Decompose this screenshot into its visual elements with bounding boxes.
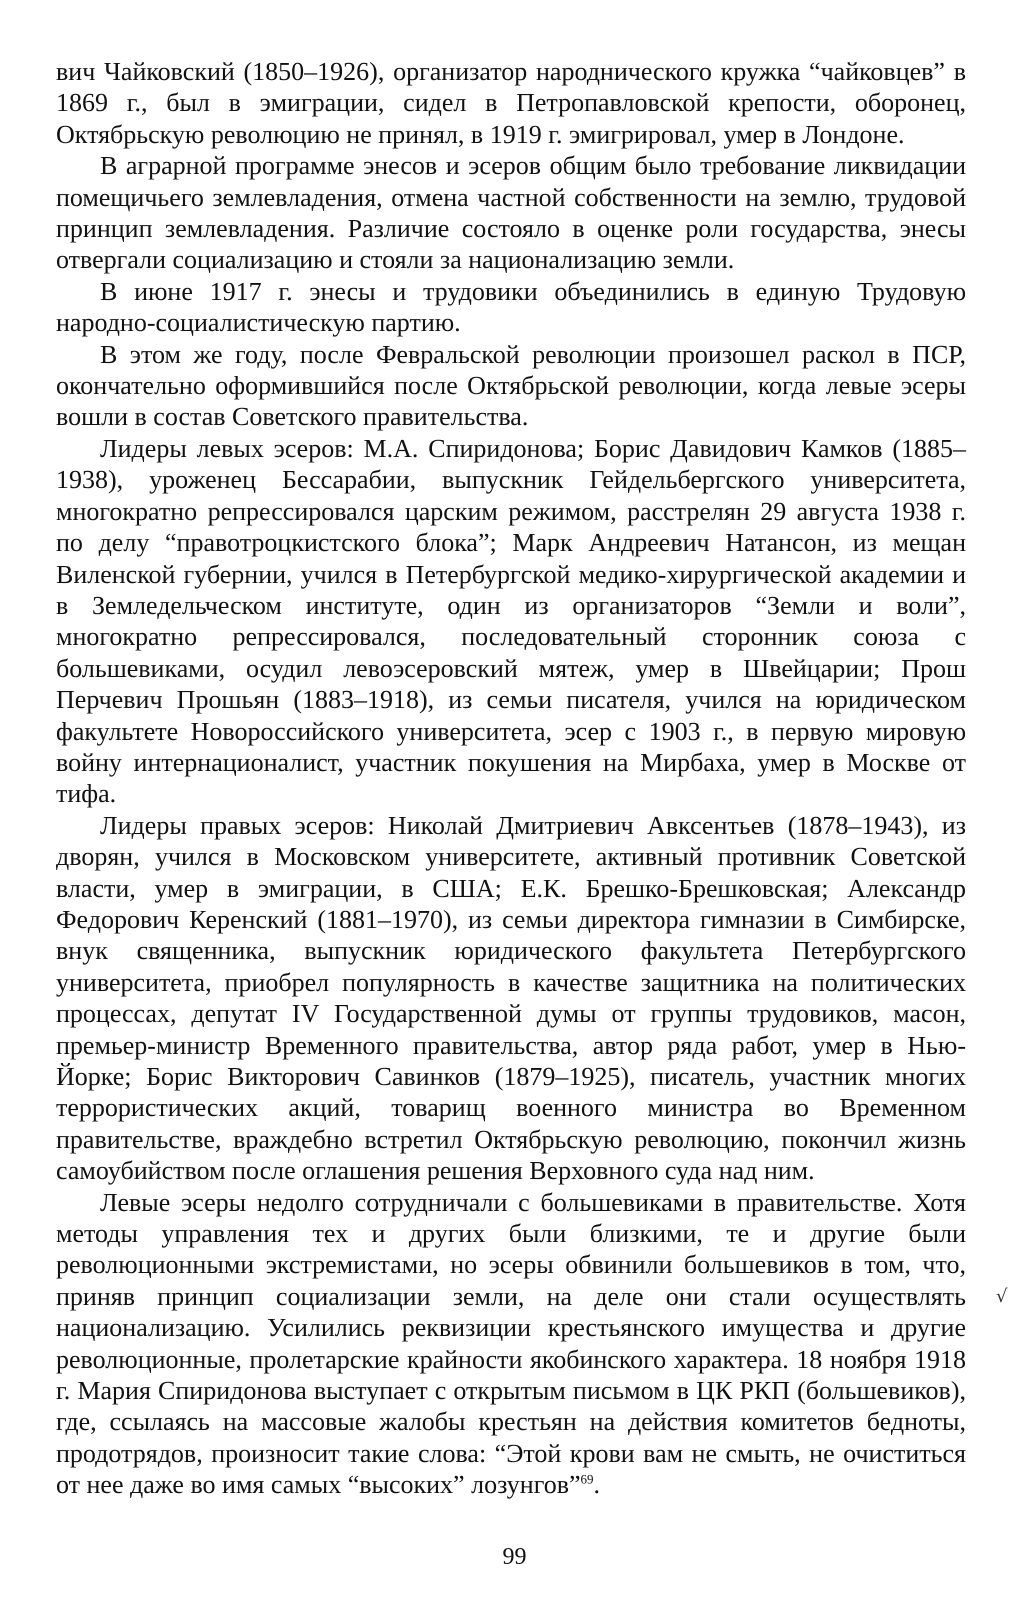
paragraph-7 <box>56 1187 966 1501</box>
page-number: 99 <box>502 1544 527 1570</box>
paragraph-5: Лидеры левых эсеров: М.А. Спиридонова; Борис Давидович Камков (1885–1938), уроженец Бессарабии, выпускник Гейдельбергского университета, многократно репрессировался царским режимом, расстрелян 29 августа 1938 г. по делу “правотроцкистского блока”; Марк Андреевич Натансон, из мещан Виленской губернии, учился в Петербургской медико-хирургической академии и в Земледельческом институте, один из организаторов “Земли и воли”, многократно репрессировался, последовательный сторонник союза с большевиками, осудил левоэсеровский мятеж, умер в Швейцарии; Прош Перчевич Прошьян (1883–1918), из семьи писателя, учился на юридическом факультете Новороссийского университета, эсер с 1903 г., в первую мировую войну интернационалист, участник покушения на Мирбаха, умер в Москве от тифа. <box>56 433 966 809</box>
paragraph-1: вич Чайковский (1850–1926), организатор народнического кружка “чайковцев” в 1869 г., был в эмиграции, сидел в Петропавловской крепости, оборонец, Октябрьскую революцию не принял, в 1919 г. эмигрировал, умер в Лондоне. <box>56 57 966 149</box>
page-body <box>56 56 966 1501</box>
paragraph-6: Лидеры правых эсеров: Николай Дмитриевич Авксентьев (1878–1943), из дворян, учился в Московском университете, активный противник Советской власти, умер в эмиграции, в США; Е.К. Брешко-Брешковская; Александр Федорович Керенский (1881–1970), из семьи директора гимназии в Симбирске, внук священника, выпускник юридического факультета Петербургского университета, приобрел популярность в качестве защитника на политических процессах, депутат IV Государственной думы от группы трудовиков, масон, премьер-министр Временного правительства, автор ряда работ, умер в Нью-Йорке; Борис Викторович Савинков (1879–1925), писатель, участник многих террористических акций, товарищ военного министра во Временном правительстве, враждебно встретил Октябрьскую революцию, покончил жизнь самоубийством после оглашения решения Верховного суда над ним. <box>56 810 966 1186</box>
margin-checkmark: √ <box>996 1286 1008 1307</box>
paragraph-2: В аграрной программе энесов и эсеров общим было требование ликвидации помещичьего землевладения, отмена частной собственности на землю, трудовой принцип землевладения. Различие состояло в оценке роли государства, энесы отвергали социализацию и стояли за национализацию земли. <box>56 151 966 275</box>
paragraph-7-end: . <box>593 1470 601 1500</box>
footnote-reference: 69 <box>580 1471 594 1487</box>
paragraph-7-text: Левые эсеры недолго сотрудничали с большевиками в правительстве. Хотя методы управления тех и других были близкими, те и другие были революционными экстремистами, но эсеры обвинили большевиков в том, что, приняв принцип социализации земли, на деле они стали осуществлять национализацию. Усилились реквизиции крестьянского имущества и другие революционные, пролетарские крайности якобинского характера. 18 ноября 1918 г. Мария Спиридонова выступает с открытым письмом в ЦК РКП (большевиков), где, ссылаясь на массовые жалобы крестьян на действия комитетов бедноты, продотрядов, произносит такие слова: “Этой крови вам не смыть, не очиститься от нее даже во имя самых “высоких” лозунгов” <box>56 1187 966 1500</box>
paragraph-4: В этом же году, после Февральской революции произошел раскол в ПСР, окончательно оформившийся после Октябрьской революции, когда левые эсеры вошли в состав Советского правительства. <box>56 339 966 432</box>
paragraph-3: В июне 1917 г. энесы и трудовики объединились в единую Трудовую народно-социалистическую партию. <box>56 276 966 338</box>
